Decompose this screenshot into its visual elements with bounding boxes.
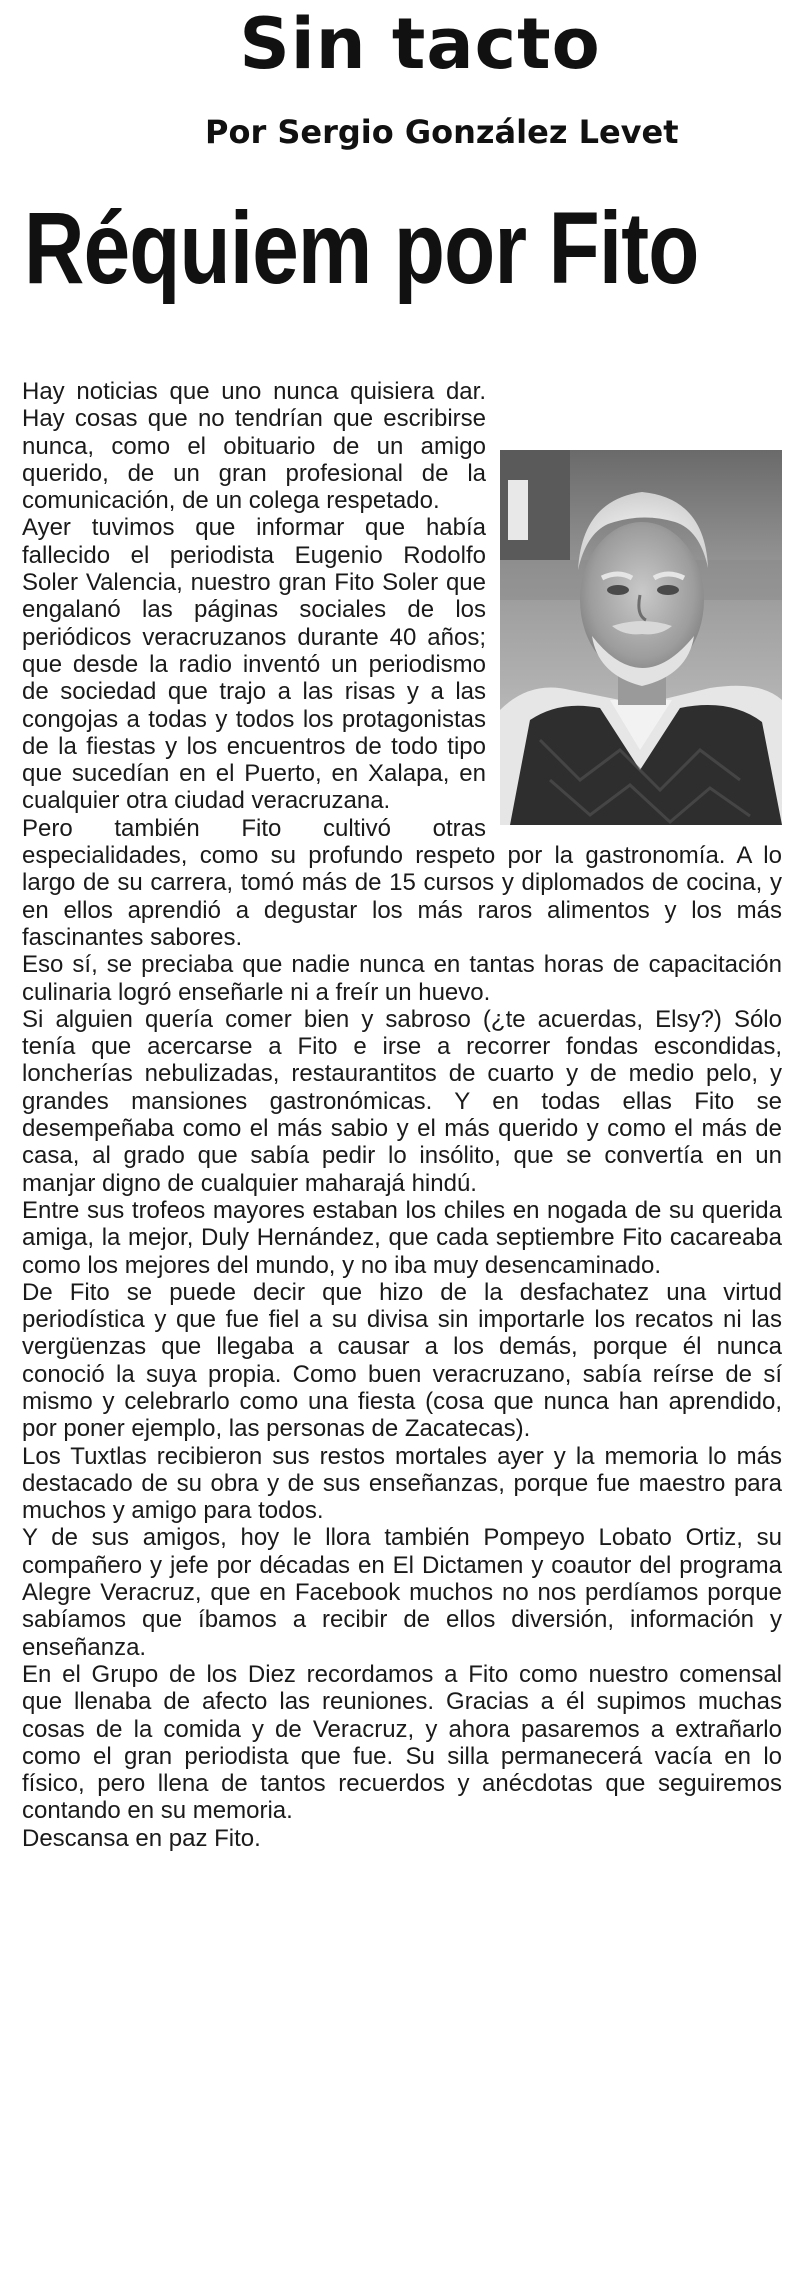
paragraph: Los Tuxtlas recibieron sus restos mortales ayer y la memoria lo más destacado de su obra y de sus enseñanzas, porque fue maestro para muchos y amigo para todos. bbox=[22, 1442, 782, 1525]
byline: Por Sergio González Levet bbox=[205, 113, 679, 151]
headline: Réquiem por Fito bbox=[24, 191, 699, 305]
paragraph: De Fito se puede decir que hizo de la desfachatez una virtud periodística y que fue fiel a su divisa sin importarle los recatos ni las vergüenzas que llegaba a causar a los demás, porque él nunca conoció la suya propia. Como buen veracruzano, sabía reírse de sí mismo y celebrarlo como una fiesta (cosa que nunca han aprendido, por poner ejemplo, las personas de Zacatecas). bbox=[22, 1278, 782, 1443]
paragraph: Y de sus amigos, hoy le llora también Pompeyo Lobato Ortiz, su compañero y jefe por décadas en El Dictamen y coautor del programa Alegre Veracruz, que en Facebook muchos no nos perdíamos porque sabíamos que íbamos a recibir de ellos diversión, información y enseñanza. bbox=[22, 1524, 782, 1661]
portrait-photo bbox=[500, 450, 782, 825]
paragraph: Ayer tuvimos que informar que había fallecido el periodista Eugenio Rodolfo Soler Valencia, nuestro gran Fito Soler que engalanó las páginas sociales de los periódicos veracruzanos durante 40 años; que desde la radio inventó un periodismo de sociedad que trajo a las risas y a las congojas a todas y todos los protagonistas de la fiestas y los encuentros de todo tipo que sucedían en el Puerto, en Xalapa, en cualquier otra ciudad veracruzana. bbox=[22, 514, 486, 815]
paragraph: Entre sus trofeos mayores estaban los chiles en nogada de su querida amiga, la mejor, Duly Hernández, que cada septiembre Fito cacareaba como los mejores del mundo, y no iba muy desencaminado. bbox=[22, 1196, 782, 1279]
paragraph: Si alguien quería comer bien y sabroso (¿te acuerdas, Elsy?) Sólo tenía que acercarse a Fito e irse a recorrer fondas escondidas, loncherías nebulizadas, restaurantitos de cuarto y de medio pelo, y grandes mansiones gastronómicas. Y en todas ellas Fito se desempeñaba como el más sabio y el más querido y como el más de casa, al grado que sabía pedir lo insólito, que se convertía en un manjar digno de cualquier maharajá hindú. bbox=[22, 1005, 782, 1197]
column-title: Sin tacto bbox=[239, 3, 601, 85]
paragraph: Descansa en paz Fito. bbox=[22, 1824, 261, 1852]
paragraph: Hay noticias que uno nunca quisiera dar. Hay cosas que no tendrían que escribirse nunca, como el obituario de un amigo querido, de un gran profesional de la comunicación, de un colega respetado. bbox=[22, 378, 486, 515]
paragraph: En el Grupo de los Diez recordamos a Fito como nuestro comensal que llenaba de afecto las reuniones. Gracias a él supimos muchas cosas de la comida y de Veracruz, y ahora pasaremos a extrañarlo como el gran periodista que fue. Su silla permanecerá vacía en lo físico, pero llena de tantos recuerdos y anécdotas que seguiremos contando en su memoria. bbox=[22, 1660, 782, 1825]
paragraph: Pero también Fito cultivó otras especialidades, como su profundo respeto por la gastronomía. A lo largo de su carrera, tomó más de 15 cursos y diplomados de cocina, y en ellos aprendió a degustar los más raros alimentos y los más fascinantes sabores. bbox=[22, 814, 782, 951]
article-body bbox=[22, 378, 782, 1852]
paragraph: Eso sí, se preciaba que nadie nunca en tantas horas de capacitación culinaria logró enseñarle ni a freír un huevo. bbox=[22, 951, 782, 1006]
